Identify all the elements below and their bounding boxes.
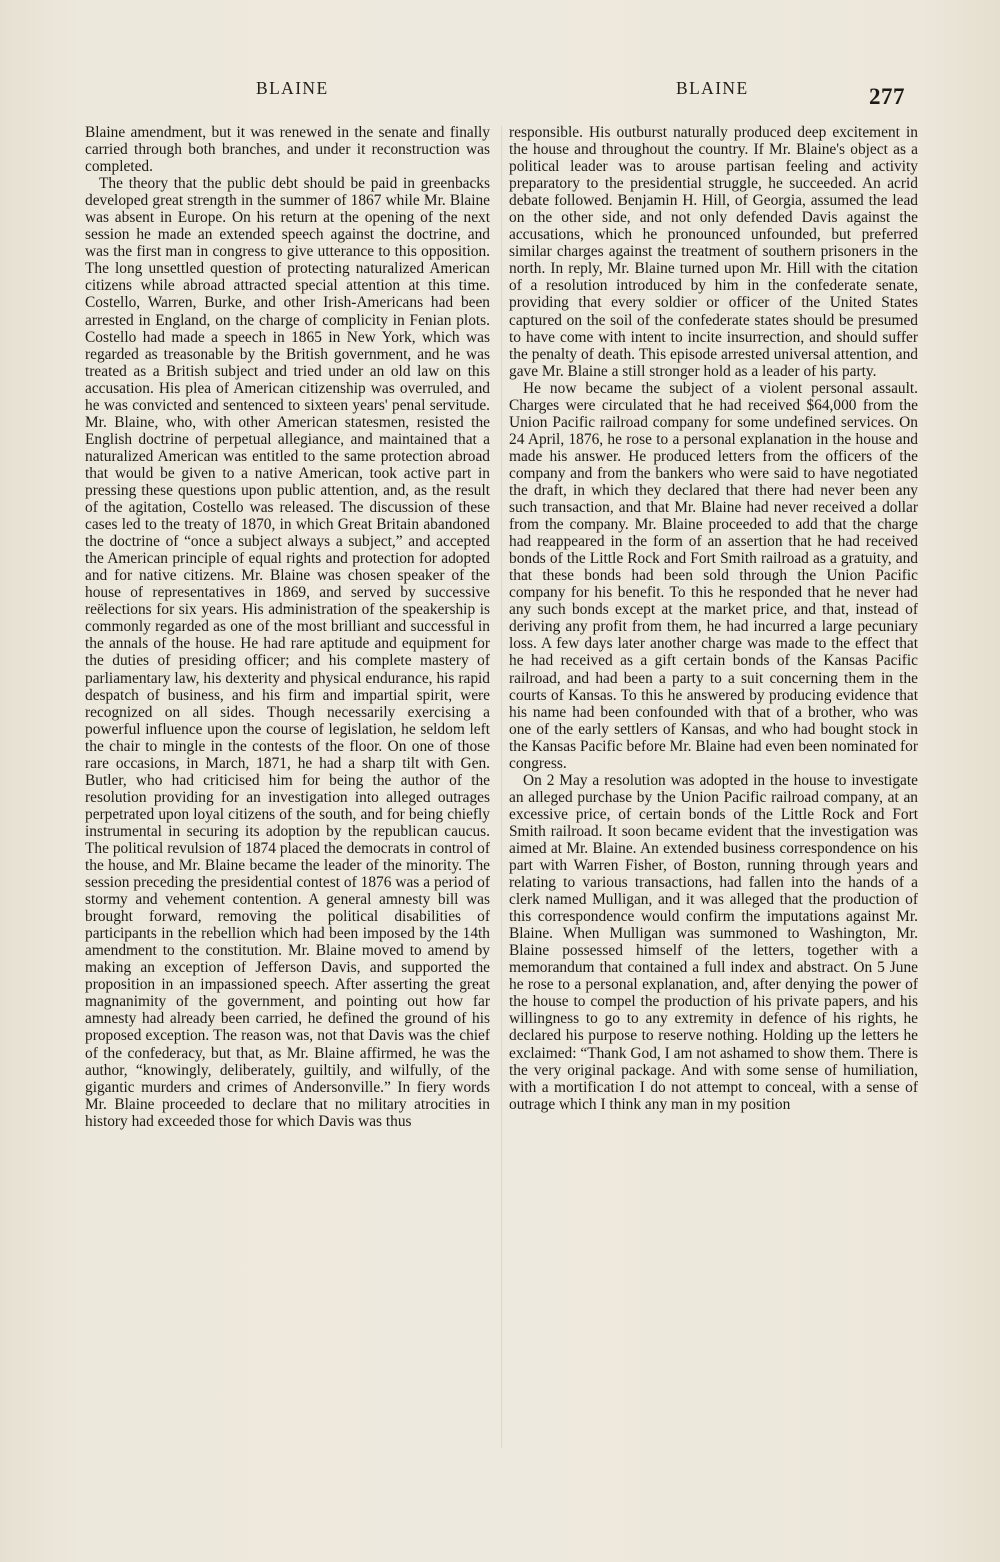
right-running-head: BLAINE <box>676 78 749 98</box>
right-paragraph-2: He now became the subject of a violent personal assault. Charges were circulated that he had received $64,000 from the Union Pacific railroad company for some undefined services. On 24 April, 1876, he rose to a personal explanation in the house and made his answer. He produced letters from the officers of the company and from the bankers who were said to have negotiated the draft, in which they declared that there had never been any such transaction, and that Mr. Blaine had never received a dollar from the company. Mr. Blaine proceeded to add that the charge had reappeared in the form of an assertion that he had received bonds of the Little Rock and Fort Smith railroad as a gratuity, and that these bonds had been sold through the Union Pacific company for his benefit. To this he responded that he never had any such bonds except at the market price, and that, instead of deriving any profit from them, he had incurred a large pecuniary loss. A few days later another charge was made to the effect that he had received as a gift certain bonds of the Kansas Pacific railroad, and had been a party to a suit concerning them in the courts of Kansas. To this he answered by producing evidence that his name had been confounded with that of a brother, who was one of the early settlers of Kansas, and who had bought stock in the Kansas Pacific before Mr. Blaine had even been nominated for congress. <box>509 379 918 772</box>
right-paragraph-1: responsible. His outburst naturally produced deep excitement in the house and throughout the country. If Mr. Blaine's object as a political leader was to arouse partisan feeling and activity preparatory to the presidential struggle, he succeeded. An acrid debate followed. Benjamin H. Hill, of Georgia, assumed the lead on the other side, and not only defended Davis against the accusations, which he pronounced unfounded, but preferred similar charges against the treatment of southern prisoners in the north. In reply, Mr. Blaine turned upon Mr. Hill with the citation of a resolution introduced by him in the confederate senate, providing that every soldier or officer of the United States captured on the soil of the confederate states should be presumed to have come with intent to incite insurrection, and should suffer the penalty of death. This episode arrested universal attention, and gave Mr. Blaine a still stronger hold as a leader of his party. <box>509 124 918 380</box>
left-paragraph-2: The theory that the public debt should be paid in greenbacks developed great strength in the summer of 1867 while Mr. Blaine was absent in Europe. On his return at the opening of the next session he made an extended speech against the doctrine, and was the first man in congress to give utterance to this opposition. The long unsettled question of protecting naturalized American citizens while abroad attracted special attention at this time. Costello, Warren, Burke, and other Irish-Americans had been arrested in England, on the charge of complicity in Fenian plots. Costello had made a speech in 1865 in New York, which was regarded as treasonable by the British government, and he was treated as a British subject and tried under an old law on this accusation. His plea of American citizenship was overruled, and he was convicted and sentenced to sixteen years' penal servitude. Mr. Blaine, who, with other American statesmen, resisted the English doctrine of perpetual allegiance, and maintained that a naturalized American was entitled to the same protection abroad that would be given to a native American, took active part in pressing these questions upon public attention, and, as the result of the agitation, Costello was released. The discussion of these cases led to the treaty of 1870, in which Great Britain abandoned the doctrine of “once a subject always a subject,” and accepted the American principle of equal rights and protection for adopted and for native citizens. Mr. Blaine was chosen speaker of the house of representatives in 1869, and served by successive reëlections for six years. His administration of the speakership is commonly regarded as one of the most brilliant and successful in the annals of the house. He had rare aptitude and equipment for the duties of presiding officer; and his complete mastery of parliamentary law, his dexterity and physical endurance, his rapid despatch of business, and his firm and impartial spirit, were recognized on all sides. Though necessarily exercising a powerful influence upon the course of legislation, he seldom left the chair to mingle in the contests of the floor. On one of those rare occasions, in March, 1871, he had a sharp tilt with Gen. Butler, who had criticised him for being the author of the resolution providing for an investigation into alleged outrages perpetrated upon loyal citizens of the south, and for being chiefly instrumental in securing its adoption by the republican caucus. The political revulsion of 1874 placed the democrats in control of the house, and Mr. Blaine became the leader of the minority. The session preceding the presidential contest of 1876 was a period of stormy and vehement contention. A general amnesty bill was brought forward, removing the political disabilities of participants in the rebellion which had been imposed by the 14th amendment to the constitution. Mr. Blaine moved to amend by making an exception of Jefferson Davis, and supported the proposition in an impassioned speech. After asserting the great magnanimity of the government, and pointing out how far amnesty had already been carried, he defined the ground of his proposed exception. The reason was, not that Davis was the chief of the confederacy, but that, as Mr. Blaine affirmed, he was the author, “knowingly, deliberately, guiltily, and wilfully, of the gigantic murders and crimes of Andersonville.” In fiery words Mr. Blaine proceeded to declare that no military atrocities in history had exceeded those for which Davis was thus <box>85 175 490 1130</box>
right-paragraph-3: On 2 May a resolution was adopted in the house to investigate an alleged purchase by the Union Pacific railroad company, at an excessive price, of certain bonds of the Little Rock and Fort Smith railroad. It soon became evident that the investigation was aimed at Mr. Blaine. An extended business correspondence on his part with Warren Fisher, of Boston, running through years and relating to various transactions, had fallen into the hands of a clerk named Mulligan, and it was alleged that the production of this correspondence would confirm the imputations against Mr. Blaine. When Mulligan was summoned to Washington, Mr. Blaine possessed himself of the letters, together with a memorandum that contained a full index and abstract. On 5 June he rose to a personal explanation, and, after denying the power of the house to compel the production of his private papers, and his willingness to go to any extremity in defence of his rights, he declared his purpose to reserve nothing. Holding up the letters he exclaimed: “Thank God, I am not ashamed to show them. There is the very original package. And with some sense of humiliation, with a mortification I do not attempt to conceal, with a sense of outrage which I think any man in my position <box>509 771 918 1113</box>
left-running-head: BLAINE <box>256 78 329 98</box>
left-column <box>85 124 490 1130</box>
left-paragraph-1: Blaine amendment, but it was renewed in the senate and finally carried through both branches, and under it reconstruction was completed. <box>85 124 490 176</box>
right-column <box>509 124 918 1113</box>
page-number: 277 <box>869 84 905 109</box>
column-gutter <box>501 126 502 1448</box>
